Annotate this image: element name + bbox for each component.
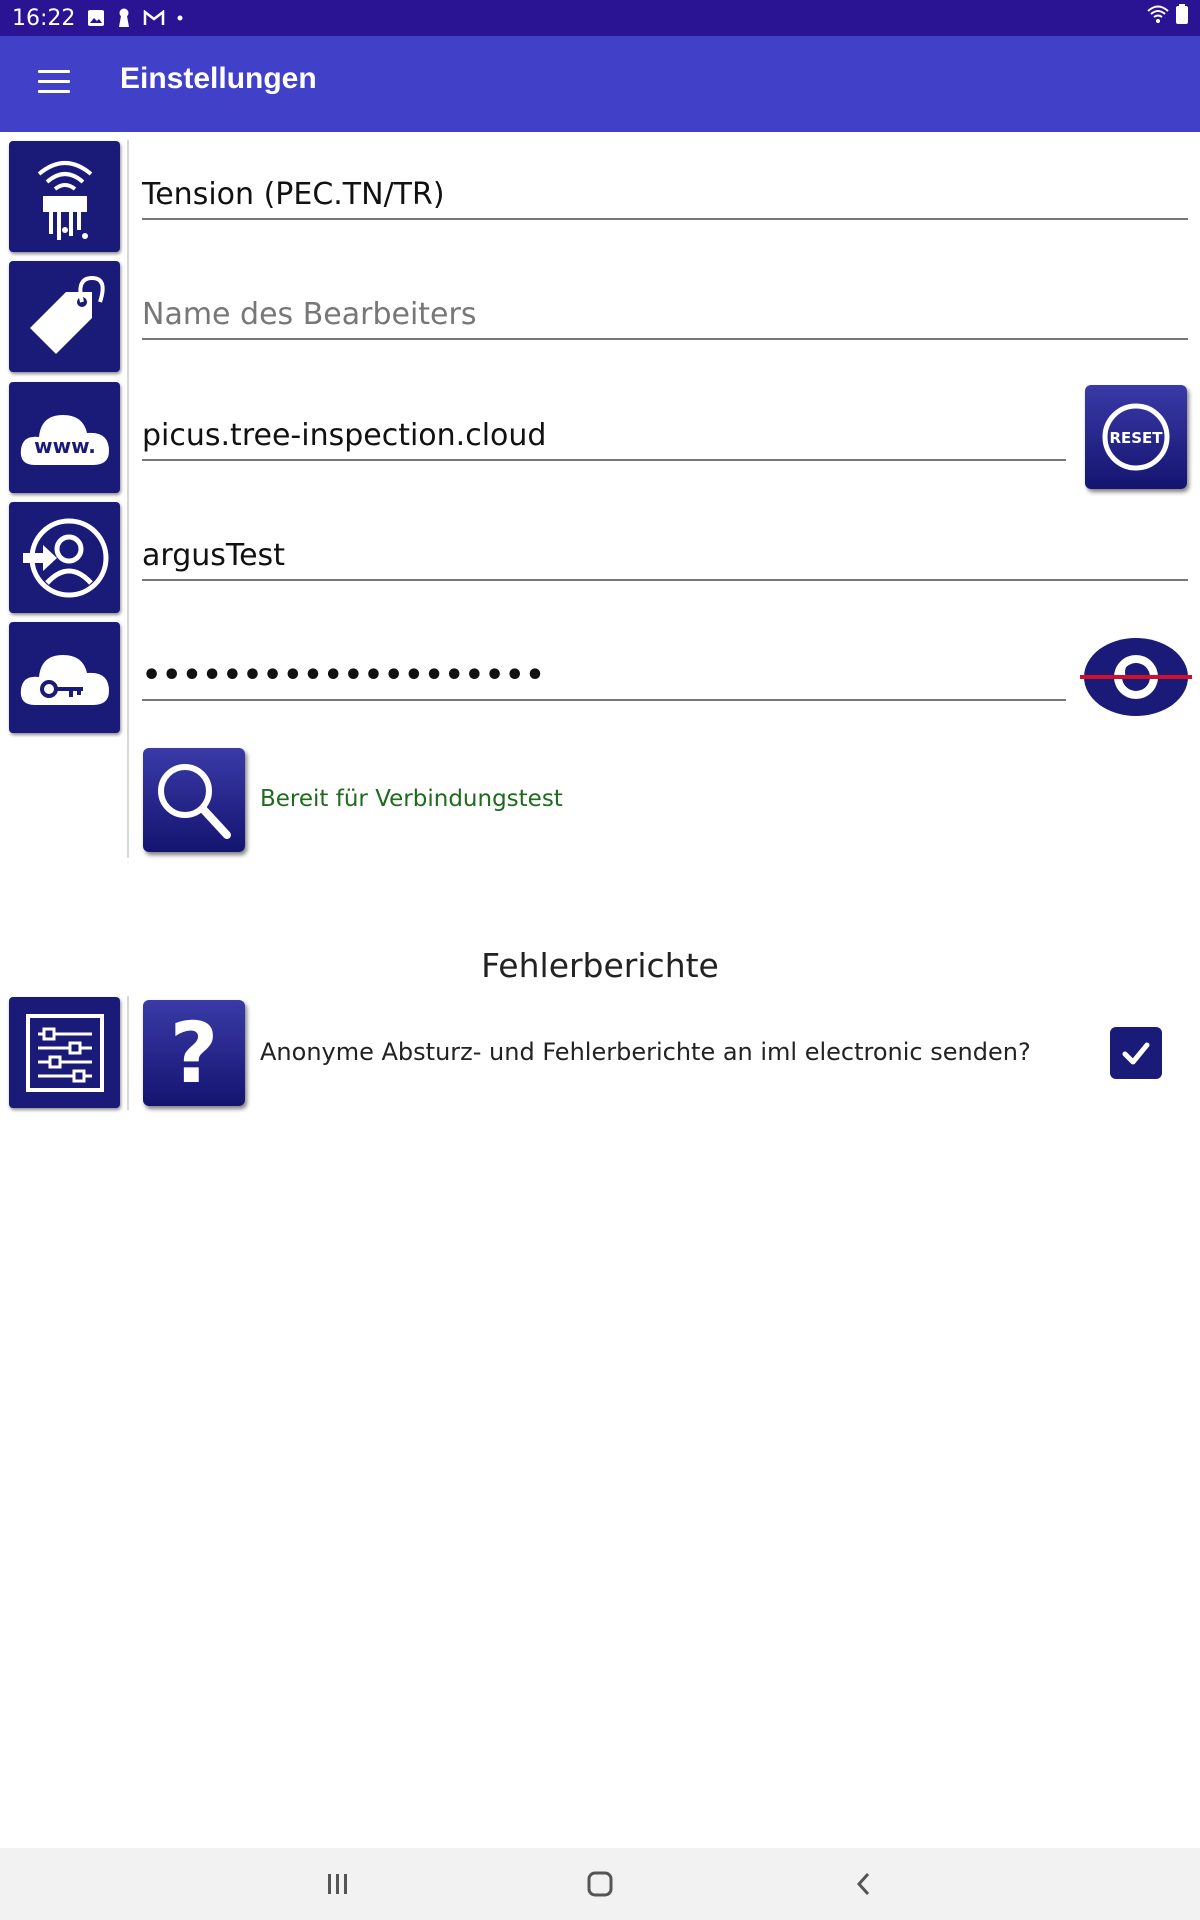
checkmark-icon xyxy=(1119,1036,1153,1070)
svg-text:www.: www. xyxy=(33,433,96,458)
app-bar xyxy=(0,36,1200,132)
www-cloud-icon xyxy=(9,382,120,493)
status-time: 16:22 xyxy=(12,5,76,31)
recent-apps-icon[interactable] xyxy=(318,1866,358,1902)
reset-label: RESET xyxy=(1109,429,1163,447)
system-nav-bar xyxy=(0,1848,1200,1920)
server-url-field[interactable]: picus.tree-inspection.cloud xyxy=(142,413,1066,461)
reset-button[interactable] xyxy=(1085,385,1187,489)
device-name-field[interactable]: Tension (PEC.TN/TR) xyxy=(142,172,1188,220)
editor-name-field[interactable]: Name des Bearbeiters xyxy=(142,292,1188,340)
menu-icon[interactable] xyxy=(38,70,70,98)
section-title-error-reports: Fehlerberichte xyxy=(481,946,719,985)
gallery-icon xyxy=(87,9,105,27)
show-password-eye-icon[interactable] xyxy=(1078,632,1194,722)
username-field[interactable]: argusTest xyxy=(142,533,1188,581)
device-icon xyxy=(9,141,120,252)
crash-report-checkbox[interactable] xyxy=(1110,1027,1162,1079)
search-icon xyxy=(149,755,239,845)
connection-status-text: Bereit für Verbindungstest xyxy=(260,786,563,812)
crash-report-label: Anonyme Absturz- und Fehlerberichte an iml electronic senden? xyxy=(260,1038,1031,1066)
divider xyxy=(127,996,129,1110)
settings-sliders-icon xyxy=(9,997,120,1108)
page-title: Einstellungen xyxy=(120,62,317,95)
battery-icon xyxy=(1176,4,1188,24)
gmail-icon xyxy=(143,10,165,26)
dot-icon xyxy=(177,15,183,21)
keyhole-icon xyxy=(117,8,131,28)
cloud-key-icon xyxy=(9,622,120,733)
connection-test-button[interactable] xyxy=(143,748,245,852)
password-field[interactable]: •••••••••••••••••••• xyxy=(142,653,1066,701)
home-icon[interactable] xyxy=(580,1866,620,1902)
back-icon[interactable] xyxy=(844,1866,884,1902)
status-bar xyxy=(0,0,1200,36)
wifi-icon xyxy=(1146,4,1170,24)
tag-icon xyxy=(9,261,120,372)
user-login-icon xyxy=(9,502,120,613)
help-button[interactable]: ? xyxy=(143,1000,245,1106)
divider xyxy=(127,140,129,858)
